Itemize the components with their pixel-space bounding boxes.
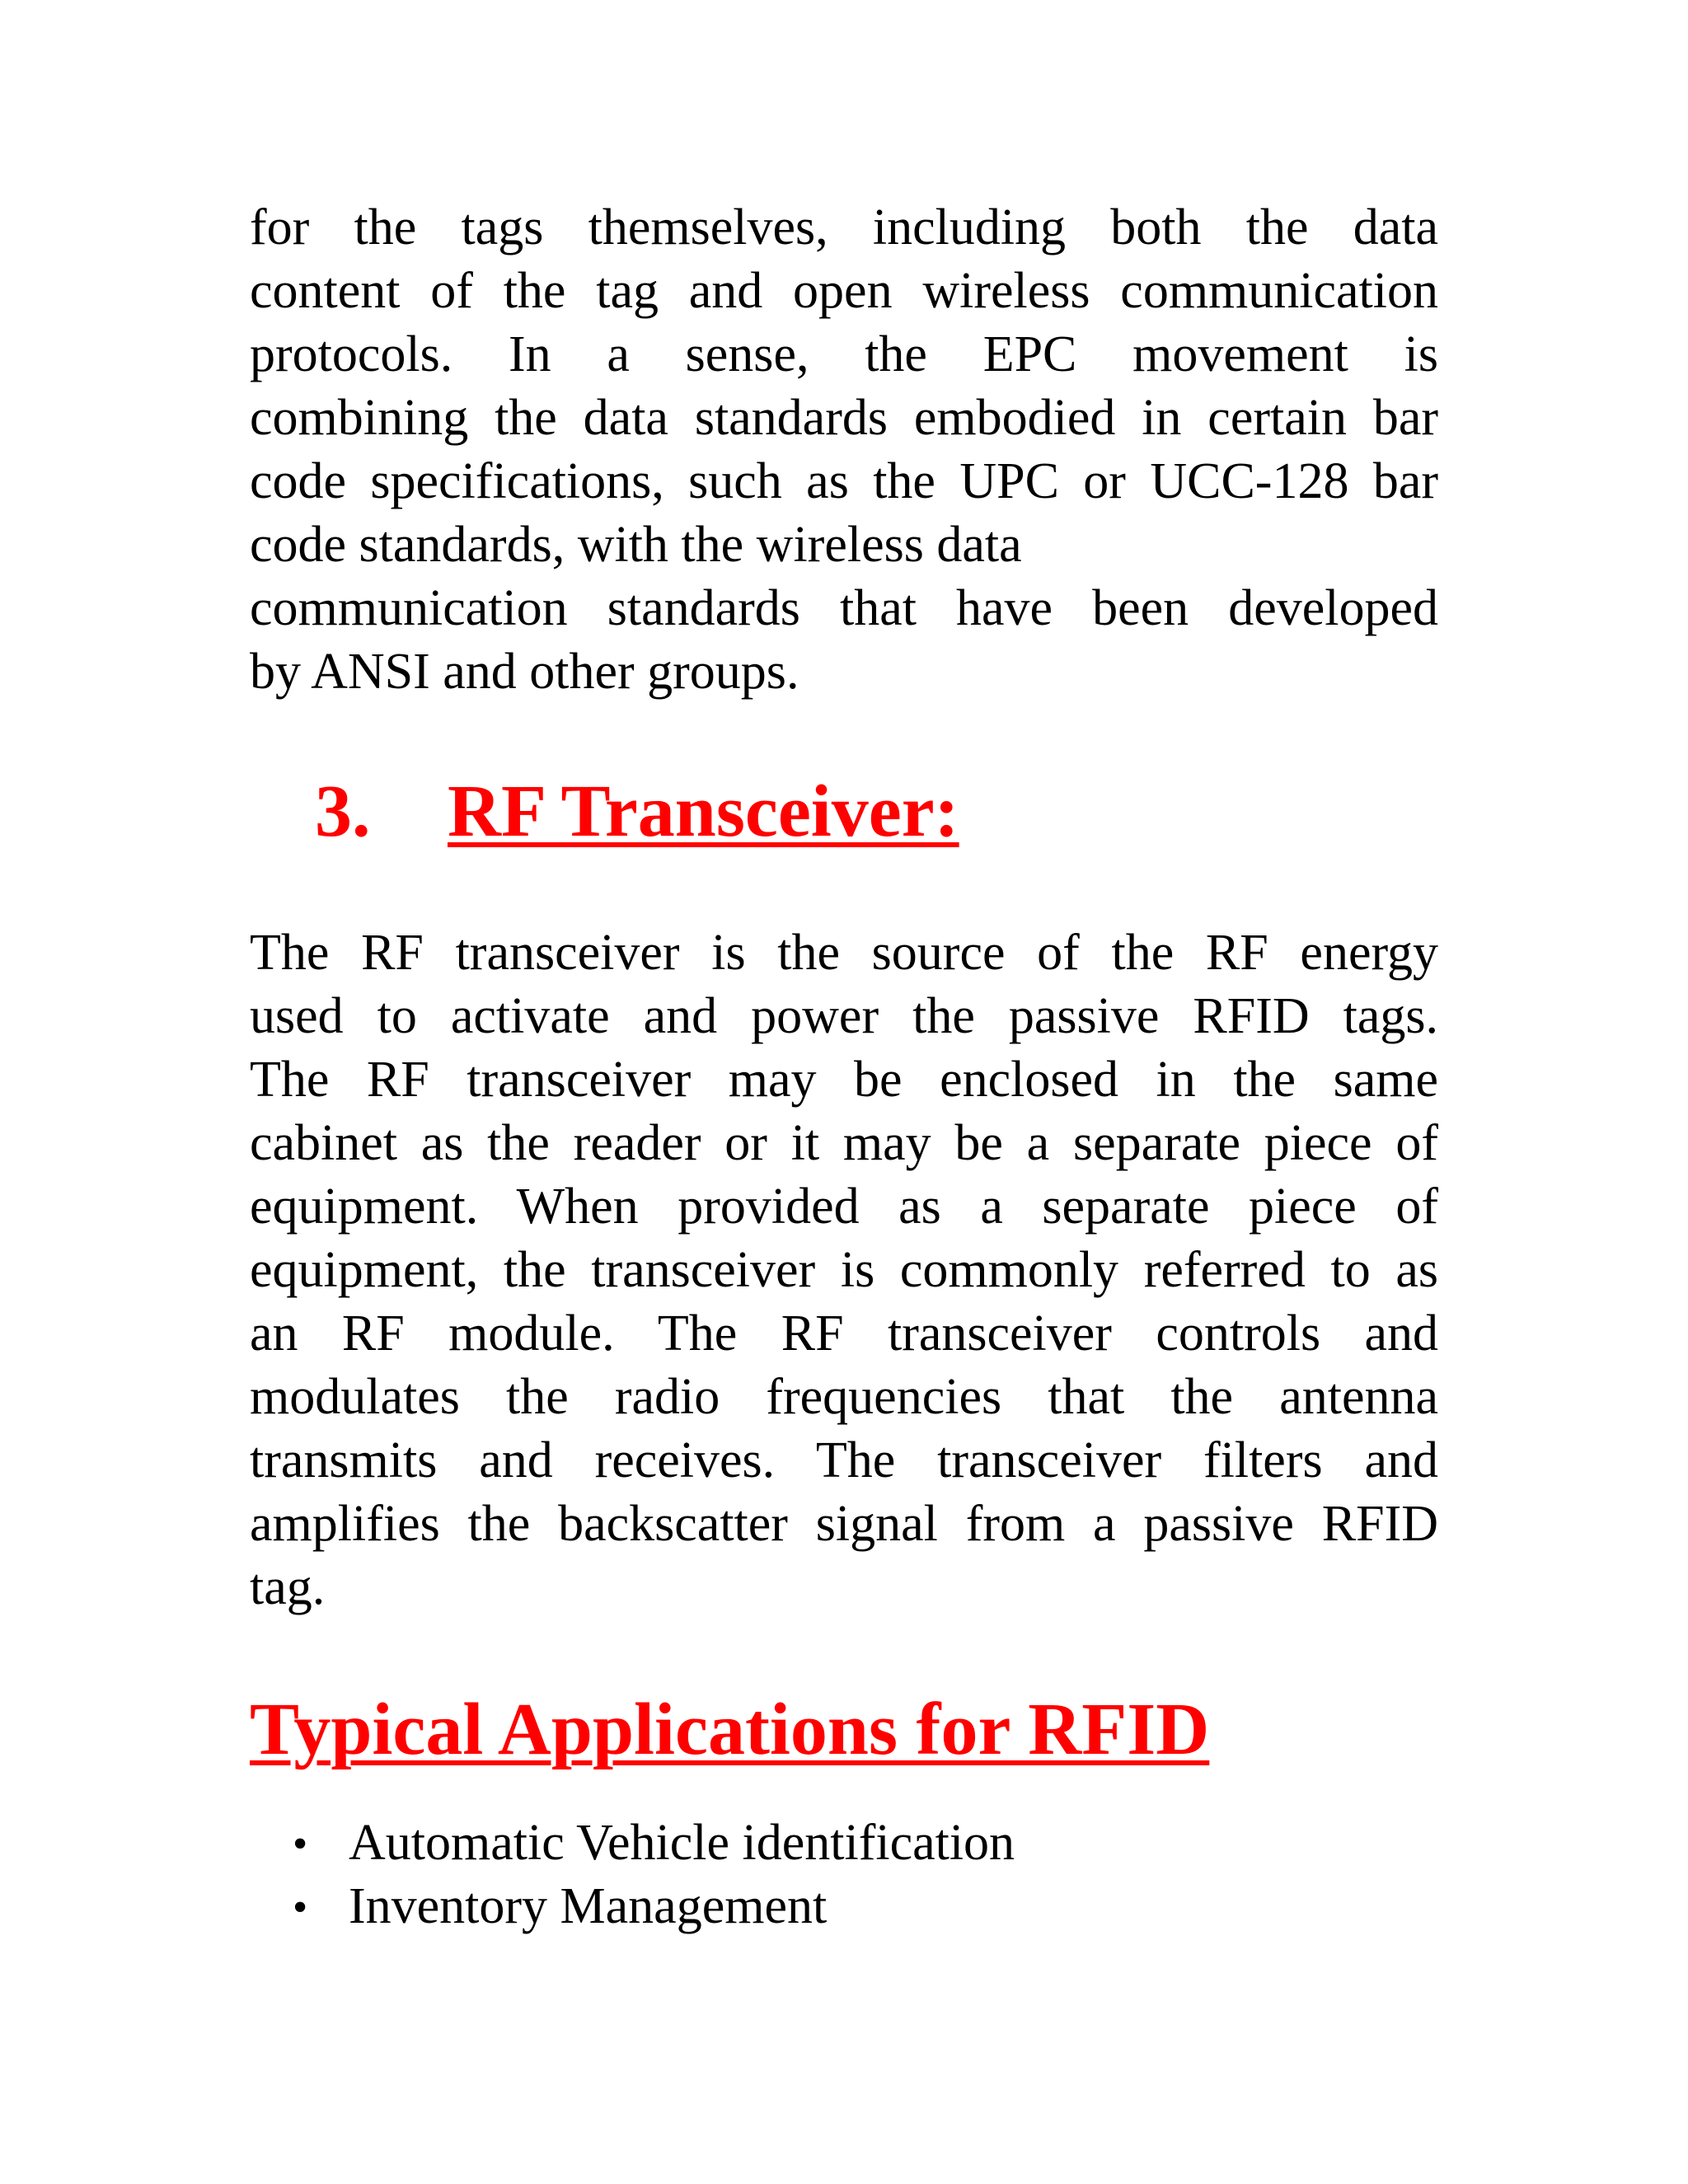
paragraph-line: combining the data standards embodied in certain bar — [250, 390, 1438, 446]
paragraph-line: code standards, with the wireless data — [250, 517, 1022, 573]
paragraph-line: protocols. In a sense, the EPC movement is — [250, 326, 1438, 382]
paragraph-line: The RF transceiver is the source of the RF energy — [250, 925, 1438, 981]
section-title: RF Transceiver: — [448, 771, 959, 852]
paragraph-line: for the tags themselves, including both the data — [250, 199, 1438, 255]
paragraph-line: modulates the radio frequencies that the antenna — [250, 1369, 1438, 1425]
paragraph-line: amplifies the backscatter signal from a passive RFID — [250, 1496, 1438, 1552]
paragraph-line: The RF transceiver may be enclosed in the same — [250, 1052, 1438, 1108]
paragraph-line: cabinet as the reader or it may be a separate piece of — [250, 1115, 1438, 1171]
paragraph-line: equipment. When provided as a separate piece of — [250, 1179, 1438, 1235]
paragraph-line: communication standards that have been developed — [250, 580, 1438, 636]
list-item-label: Inventory Management — [349, 1878, 828, 1934]
paragraph-line: by ANSI and other groups. — [250, 644, 799, 700]
section-number: 3. — [315, 771, 371, 852]
paragraph-line: content of the tag and open wireless communication — [250, 263, 1438, 319]
list-item — [293, 1875, 827, 1939]
bullet-icon: • — [293, 1884, 308, 1931]
list-item-label: Automatic Vehicle identification — [349, 1815, 1015, 1871]
paragraph-line: used to activate and power the passive RFID tags. — [250, 988, 1438, 1044]
applications-heading: Typical Applications for RFID — [250, 1689, 1210, 1770]
list-item — [293, 1811, 1015, 1876]
paragraph-line: tag. — [250, 1559, 326, 1615]
paragraph-line: an RF module. The RF transceiver controls and — [250, 1305, 1438, 1361]
bullet-icon: • — [293, 1821, 308, 1868]
paragraph-line: transmits and receives. The transceiver filters and — [250, 1432, 1438, 1488]
paragraph-line: equipment, the transceiver is commonly referred to as — [250, 1242, 1438, 1298]
paragraph-line: code specifications, such as the UPC or UCC-128 bar — [250, 453, 1438, 509]
